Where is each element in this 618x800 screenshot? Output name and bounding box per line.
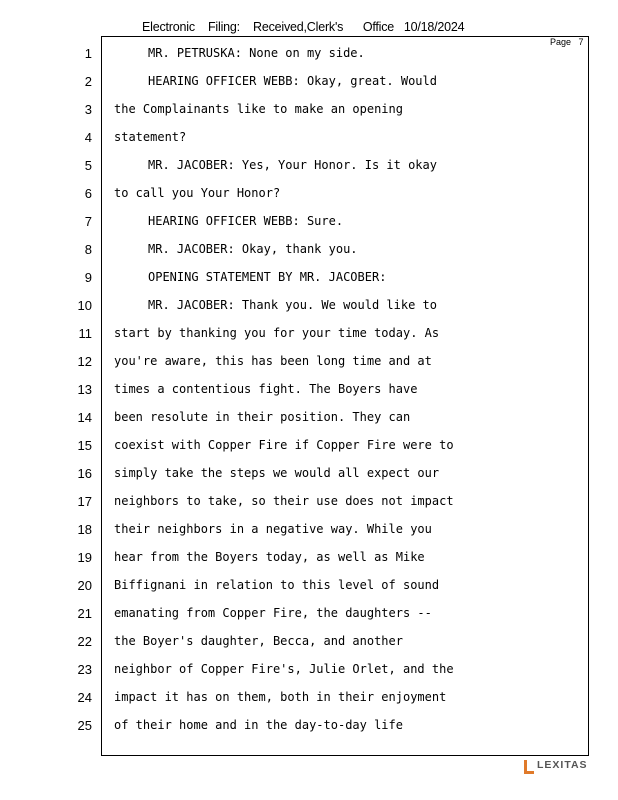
line-number: 12: [77, 354, 92, 369]
line-number: 25: [77, 718, 92, 733]
transcript-line: neighbors to take, so their use does not impact: [114, 494, 454, 508]
line-number: 2: [84, 74, 92, 89]
line-number: 24: [77, 690, 92, 705]
transcript-line: OPENING STATEMENT BY MR. JACOBER:: [148, 270, 387, 284]
line-number: 18: [77, 522, 92, 537]
transcript-line: impact it has on them, both in their enjoyment: [114, 690, 447, 704]
lexitas-logo: [522, 758, 588, 778]
transcript-line: MR. JACOBER: Okay, thank you.: [148, 242, 358, 256]
transcript-line: of their home and in the day-to-day life: [114, 718, 403, 732]
line-number: 14: [77, 410, 92, 425]
transcript-line: MR. PETRUSKA: None on my side.: [148, 46, 365, 60]
transcript-line: statement?: [114, 130, 187, 144]
line-number: 22: [77, 634, 92, 649]
transcript-line: coexist with Copper Fire if Copper Fire were to: [114, 438, 454, 452]
transcript-line: HEARING OFFICER WEBB: Okay, great. Would: [148, 74, 437, 88]
line-number: 1: [84, 46, 92, 61]
transcript-line: to call you Your Honor?: [114, 186, 281, 200]
line-number: 8: [84, 242, 92, 257]
transcript-line: Biffignani in relation to this level of sound: [114, 578, 440, 592]
transcript-line: the Complainants like to make an opening: [114, 102, 403, 116]
transcript-line: been resolute in their position. They can: [114, 410, 411, 424]
transcript-line: MR. JACOBER: Thank you. We would like to: [148, 298, 437, 312]
transcript-line: MR. JACOBER: Yes, Your Honor. Is it okay: [148, 158, 437, 172]
lexitas-logo-mark-icon: [522, 758, 536, 776]
transcript-frame: [101, 36, 589, 756]
transcript-line: start by thanking you for your time today. As: [114, 326, 440, 340]
transcript-line: times a contentious fight. The Boyers have: [114, 382, 418, 396]
transcript-line: you're aware, this has been long time and at: [114, 354, 432, 368]
transcript-line: neighbor of Copper Fire's, Julie Orlet, and the: [114, 662, 454, 676]
transcript-line: HEARING OFFICER WEBB: Sure.: [148, 214, 344, 228]
line-number: 10: [77, 298, 92, 313]
transcript-line: simply take the steps we would all expect our: [114, 466, 440, 480]
line-number: 3: [84, 102, 92, 117]
line-number: 21: [77, 606, 92, 621]
line-number: 17: [77, 494, 92, 509]
line-number: 16: [77, 466, 92, 481]
transcript-line: emanating from Copper Fire, the daughters --: [114, 606, 432, 620]
transcript-line: the Boyer's daughter, Becca, and another: [114, 634, 403, 648]
transcript-line: hear from the Boyers today, as well as Mike: [114, 550, 425, 564]
line-number: 6: [84, 186, 92, 201]
line-number: 4: [84, 130, 92, 145]
line-number: 7: [84, 214, 92, 229]
line-number: 13: [77, 382, 92, 397]
line-number: 20: [77, 578, 92, 593]
line-number: 11: [78, 326, 92, 341]
filing-stamp-header: Electronic Filing: Received,Clerk's Office 10/18/2024: [142, 20, 465, 34]
line-number: 9: [84, 270, 92, 285]
line-number: 15: [77, 438, 92, 453]
page-number-label: Page 7: [550, 37, 584, 47]
line-number: 23: [77, 662, 92, 677]
transcript-line: their neighbors in a negative way. While you: [114, 522, 432, 536]
line-number: 19: [77, 550, 92, 565]
lexitas-logo-text: LEXITAS: [537, 759, 588, 771]
line-number: 5: [84, 158, 92, 173]
